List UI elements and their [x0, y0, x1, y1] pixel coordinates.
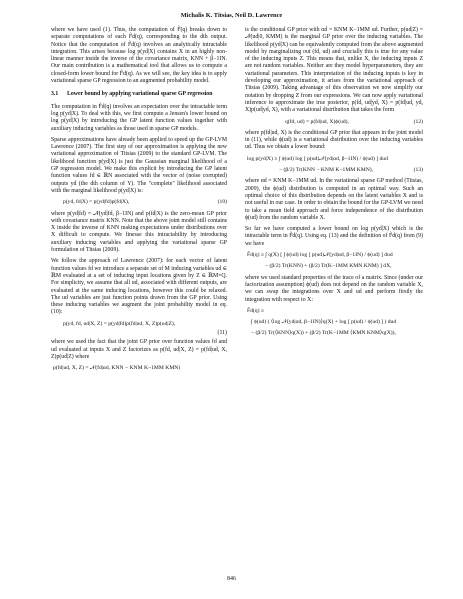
equation-body: log p(yd|X) ≥ ∫ ϕ(ud) log [ p(ud)𝒩(yd|αd, β−1IN) / ϕ(ud) ] dud — [247, 155, 388, 162]
equation-body: − (β/2) Tr(KNN − KNM K−1MM KMN), — [279, 167, 373, 174]
paragraph: where we used standard properties of the trace of a matrix. Since (under our factorization assumption) ϕ(ud) does not depend on the random variable X, we can swap the integrations over X and ud and perform firstly the integration with respect to X: — [245, 274, 423, 303]
equation-body: F̃d(q) ≥ — [247, 307, 264, 314]
equation-tag: (13) — [413, 167, 423, 174]
equation-12 — [245, 119, 423, 126]
equation-13-line-1 — [245, 156, 423, 163]
left-column — [51, 27, 227, 376]
section-number: 3.1 — [51, 91, 59, 98]
equation-tag: (11) — [217, 329, 227, 336]
equation-body: p(fd|ud, X, Z) = 𝒩(fd|αd, KNN − KNM K−1MM KMN) — [53, 365, 181, 372]
paragraph: is the conditional GP prior with αd = KNM K−1MM ud. Further, p(ud|Z) = 𝒩(ud|0, KMM) is the marginal GP prior over the inducing variables. The likelihood p(yd|X) can be equivalently computed from the above augmented model by marginalizing out (fd, ud) and crucially this is true for any value of the inducing inputs Z. This means that, unlike X, the inducing inputs Z are not random variables. Neither are they model hyperparameters, they are variational parameters. This interpretation of the inducing inputs is key in developing our approximation, it arises from the variational approach of Titsias (2009). Taking advantage of this observation we now simplify our notation by dropping Z from our expressions. We can now apply variational inference to approximate the true posterior, p(fd, ud|yd, X) = p(fd|ud, yd, X)p(ud|yd, X), with a variational distribution that takes the form — [245, 27, 423, 114]
equation-tag: (12) — [413, 118, 423, 125]
equation-body: q(fd, ud) = p(fd|ud, X)ϕ(ud), — [285, 118, 349, 125]
paragraph: where we have used (1). Thus, the computation of F̃(q) breaks down to separate computations of each F̃d(q), corresponding to the dth output. Notice that the computation of F̃d(q) involves an analytically intractable integration. This arises because log p(yd|X) contains X in an highly non-linear manner inside the inverse of the covariance matrix, KNN + β−1IN. Our main contribution is a mathematical tool that allows us to compute a closed-form lower bound for F̃d(q). As we will see, the key idea is to apply variational sparse GP regression to an augmented probability model. — [51, 27, 227, 85]
paragraph: where αd = KNM K−1MM ud. In the variational sparse GP method (Titsias, 2009), the ϕ(ud) distribution is computed in an optimal way. Such an optimal choice of this distribution depends on the latent variables X and is not useful in our case. In order to obtain the bound for the GP-LVM we need to take a mean field approach and force independence of the distribution ϕ(ud) from the random variable X. — [245, 178, 423, 221]
paragraph: The computation in F̃d(q) involves an expectation over the intractable term log p(yd|X). To deal with this, we first compute a Jensen's lower bound on log p(yd|X) by introducing the GP latent function values together with auxiliary inducing variables as those used in sparse GP models. — [51, 103, 227, 132]
equation-14-line-2 — [245, 263, 423, 270]
equation-body: p(yd, fd, ud|X, Z) = p(yd|fd)p(fd|ud, X, Z)p(ud|Z), — [63, 320, 176, 327]
equation-13-line-2 — [245, 167, 423, 174]
equation-body: ∫ ϕ(ud) ( ⟨log 𝒩(yd|αd, β−1IN)⟩q(X) + log [ p(ud) / ϕ(ud) ] ) dud — [251, 319, 397, 326]
equation-tag: (10) — [217, 199, 227, 206]
equation-15-line-3 — [245, 330, 423, 337]
equation-body: F̃d(q) ≥ ∫ q(X) [ ∫ ϕ(ud) log [ p(ud)𝒩(yd|αd, β−1IN) / ϕ(ud) ] dud — [247, 252, 393, 259]
right-column — [245, 27, 423, 342]
page-header: Michalis K. Titsias, Neil D. Lawrence — [180, 12, 283, 19]
equation-conditional-prior — [51, 365, 227, 372]
equation-15-line-2 — [245, 319, 423, 326]
paragraph: We follow the approach of Lawrence (2007): for each vector of latent function values fd we introduce a separate set of M inducing variables ud ∈ ℝM evaluated at a set of inducing input locations given by Z ∈ ℝM×Q. For simplicity, we assume that all ud, associated with different outputs, are evaluated at the same inducing locations, however this could be relaxed. The ud variables are just function points drawn from the GP prior. Using these inducing variables we augment the joint probability model in eq. (10): — [51, 258, 227, 316]
page-number: 846 — [227, 576, 236, 582]
equation-body: − (β/2) Tr(KNN) + (β/2) Tr(K−1MM KMN KNM) ] dX, — [265, 263, 392, 270]
equation-10 — [51, 199, 227, 206]
paragraph: Sparse approximations have already been applied to speed up the GP-LVM Lawrence (2007). The first step of our approximation is applying the new variational approximation of Titsias (2009) to the standard GP-LVM. The likelihood function p(yd|X) is just the Gaussian marginal likelihood of a GP regression model. We make this explicit by introducing the GP latent function values fd ∈ ℝN associated with the vector of (noise corrupted) outputs yd (the dth column of Y). The "complete" likelihood associated with the marginal likelihood p(yd|X) is: — [51, 136, 227, 194]
paragraph: where we used the fact that the joint GP prior over function values fd and ud evaluated at inputs X and Z factorizes as p(fd, ud|X, Z) = p(fd|ud, X, Z)p(ud|Z) where — [51, 339, 227, 360]
equation-body: p(yd, fd|X) = p(yd|fd)p(fd|X), — [63, 199, 130, 206]
equation-11 — [51, 321, 227, 328]
paragraph: So far we have computed a lower bound on log p(yd|X) which is the intractable term in F̃d(q). Using eq. (13) and the definition of F̃d(q) from (9) we have — [245, 226, 423, 247]
paragraph: where p(yd|fd) = 𝒩(yd|fd, β−1IN) and p(fd|X) is the zero-mean GP prior with covariance matrix KNN. Note that the above joint model still contains X inside the inverse of KNN making expectations under distributions over X difficult to compute. We finesse this intractability by introducing auxiliary inducing variables and applying the variational sparse GP formulation of Titsias (2009). — [51, 210, 227, 254]
paragraph: where p(fd|ud, X) is the conditional GP prior that appears in the joint model in (11), while ϕ(ud) is a variational distribution over the inducing variables ud. Thus we obtain a lower bound: — [245, 129, 423, 151]
section-title: Lower bound by applying variational sparse GP regression — [67, 91, 213, 98]
equation-body: − (β/2) Tr(⟨KNN⟩q(X)) + (β/2) Tr(K−1MM ⟨KMN KNM⟩q(X)), — [251, 330, 396, 337]
section-heading — [51, 91, 227, 98]
equation-14-line-1 — [245, 252, 423, 259]
equation-15-line-1 — [245, 308, 423, 315]
